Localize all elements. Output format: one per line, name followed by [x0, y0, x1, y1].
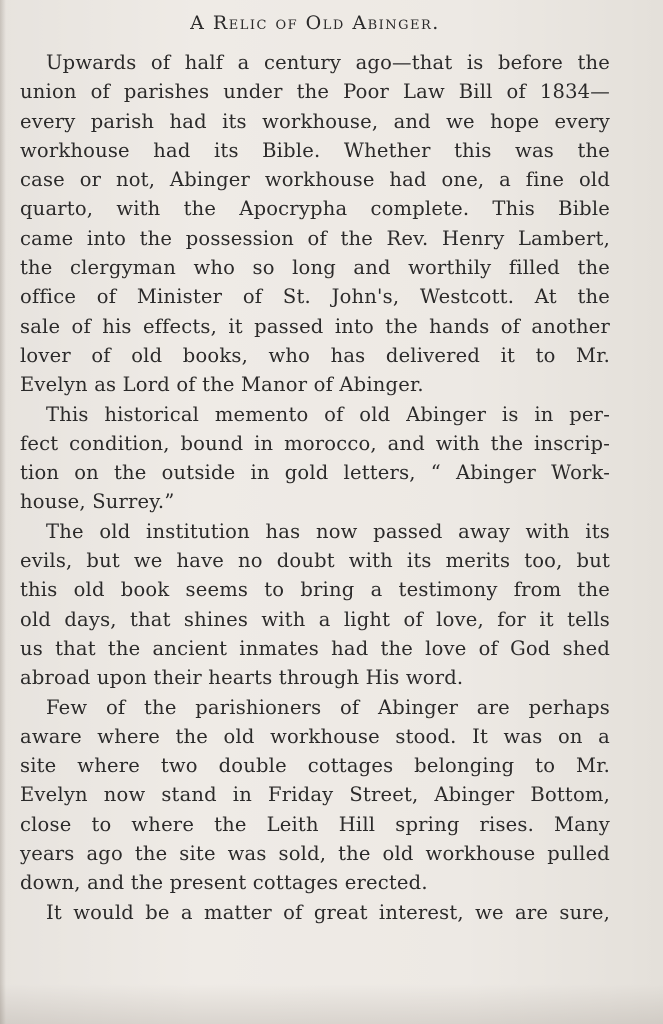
text-line: case or not, Abinger workhouse had one, a fine old: [20, 168, 610, 192]
text-line: down, and the present cottages erected.: [20, 871, 428, 895]
article: [20, 6, 610, 927]
text-line: the clergyman who so long and worthily filled the: [20, 256, 610, 280]
text-line: evils, but we have no doubt with its merits too, but: [20, 549, 610, 573]
text-line: years ago the site was sold, the old workhouse pulled: [20, 842, 610, 866]
text-line: sale of his effects, it passed into the hands of another: [20, 314, 610, 338]
text-line: this old book seems to bring a testimony from the: [20, 578, 610, 602]
text-line: old days, that shines with a light of love, for it tells: [20, 607, 610, 631]
paragraph: [20, 517, 610, 693]
text-line: This historical memento of old Abinger is in per-: [46, 402, 610, 426]
text-line: tion on the outside in gold letters, “ Abinger Work-: [20, 461, 610, 485]
text-line: Evelyn now stand in Friday Street, Abinger Bottom,: [20, 783, 610, 807]
text-line: Few of the parishioners of Abinger are perhaps: [46, 695, 610, 719]
text-line: It would be a matter of great interest, we are sure,: [46, 900, 610, 924]
text-line: house, Surrey.”: [20, 490, 175, 514]
text-line: site where two double cottages belonging to Mr.: [20, 754, 610, 778]
page-edge-shadow: [0, 0, 6, 1024]
text-line: us that the ancient inmates had the love of God shed: [20, 636, 610, 660]
text-line: lover of old books, who has delivered it to Mr.: [20, 343, 610, 367]
paragraph: [20, 48, 610, 400]
paragraph: [20, 898, 610, 927]
text-line: office of Minister of St. John's, Westcott. At the: [20, 285, 610, 309]
text-line: came into the possession of the Rev. Henry Lambert,: [20, 226, 610, 250]
text-line: The old institution has now passed away with its: [46, 519, 610, 543]
text-line: Upwards of half a century ago—that is before the: [46, 51, 610, 74]
text-line: quarto, with the Apocrypha complete. This Bible: [20, 197, 610, 221]
text-line: every parish had its workhouse, and we hope every: [20, 109, 610, 133]
text-line: close to where the Leith Hill spring rises. Many: [20, 812, 610, 836]
paragraph: [20, 400, 610, 517]
page-bottom-shadow: [0, 984, 663, 1024]
text-line: aware where the old workhouse stood. It was on a: [20, 724, 610, 748]
text-line: union of parishes under the Poor Law Bill of 1834—: [20, 80, 610, 104]
text-line: Evelyn as Lord of the Manor of Abinger.: [20, 373, 424, 397]
text-line: workhouse had its Bible. Whether this was the: [20, 138, 610, 162]
paragraph: [20, 693, 610, 898]
text-line: fect condition, bound in morocco, and with the inscrip-: [20, 431, 610, 455]
article-title: A Relic of Old Abinger.: [190, 12, 440, 34]
text-line: abroad upon their hearts through His word.: [20, 666, 464, 690]
